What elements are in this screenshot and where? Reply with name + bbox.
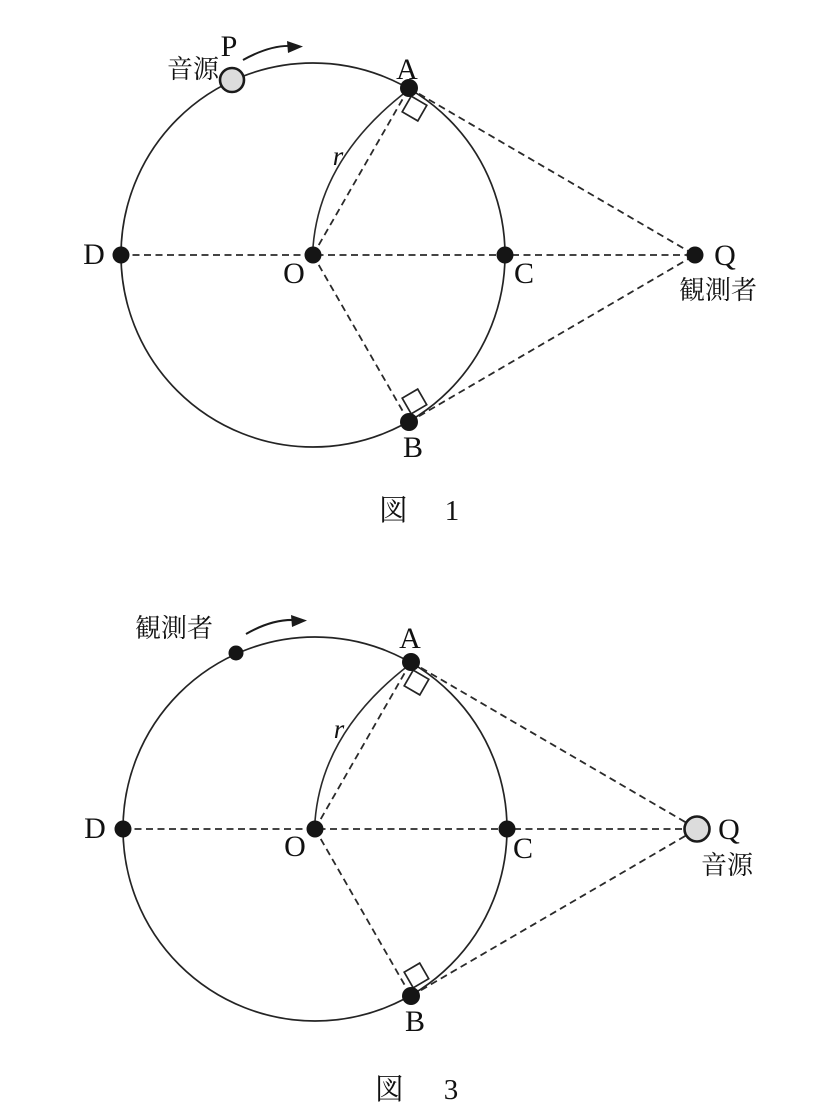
fig1-label-a: A [396,53,418,86]
fig1-point-q [687,247,704,264]
fig1-label-q: Q [714,239,736,272]
fig3-line-o-a [315,662,411,829]
fig1-motion-arrow [243,46,291,60]
fig3-caption-number: 3 [443,1074,459,1106]
fig3-point-b [402,987,420,1005]
fig3-label-b: B [404,1005,426,1038]
fig1-label-d: D [83,238,105,271]
fig3-point-a [402,653,420,671]
fig1-caption-number: 1 [444,495,460,527]
fig3-label-o: O [284,830,306,863]
fig3-motion-arrowhead-icon [291,615,307,627]
fig1-caption-prefix: 図 [378,495,408,527]
fig1-point-c [497,247,514,264]
fig3-point-d [115,821,132,838]
fig1-label-c: C [513,257,535,290]
fig1-point-d [113,247,130,264]
fig3-caption-prefix: 図 [374,1074,404,1106]
fig1-label-p: P [220,30,238,63]
fig3-right-angle-a [404,670,429,695]
fig1-source-label: 音源 [166,55,219,84]
fig1-motion-arrowhead-icon [287,41,303,53]
fig1-right-angle-a [402,96,427,121]
fig3-line-o-b [315,829,411,996]
fig1-label-b: B [402,431,424,464]
fig3-right-angle-b [404,963,429,988]
figure-3 [84,614,754,1106]
fig3-source-marker [685,817,710,842]
fig1-line-a-q [409,88,695,255]
fig3-point-o [307,821,324,838]
fig1-line-o-a [313,88,409,255]
fig3-caption [375,1073,458,1106]
fig3-line-b-q [411,832,692,996]
fig1-point-o [305,247,322,264]
fig3-motion-arrow [246,620,295,634]
fig3-source-label: 音源 [700,851,754,880]
figure-1 [83,30,757,527]
fig3-observer-label: 観測者 [134,614,214,643]
fig1-label-o: O [283,257,305,290]
fig1-point-b [400,413,418,431]
fig1-line-o-b [313,255,409,422]
fig3-label-a: A [399,622,421,655]
fig1-observer-label: 観測者 [678,276,758,305]
fig3-label-c: C [512,832,534,865]
fig1-caption [379,494,459,527]
fig3-observer-marker [229,646,244,661]
fig3-line-a-q [411,662,692,826]
fig1-right-angle-b [402,389,427,414]
fig3-label-r: r [333,714,345,744]
fig3-label-q: Q [718,813,740,846]
fig3-label-d: D [84,812,106,845]
fig1-label-r: r [332,141,344,171]
fig1-line-b-q [409,255,695,422]
fig1-source-marker [220,68,244,92]
